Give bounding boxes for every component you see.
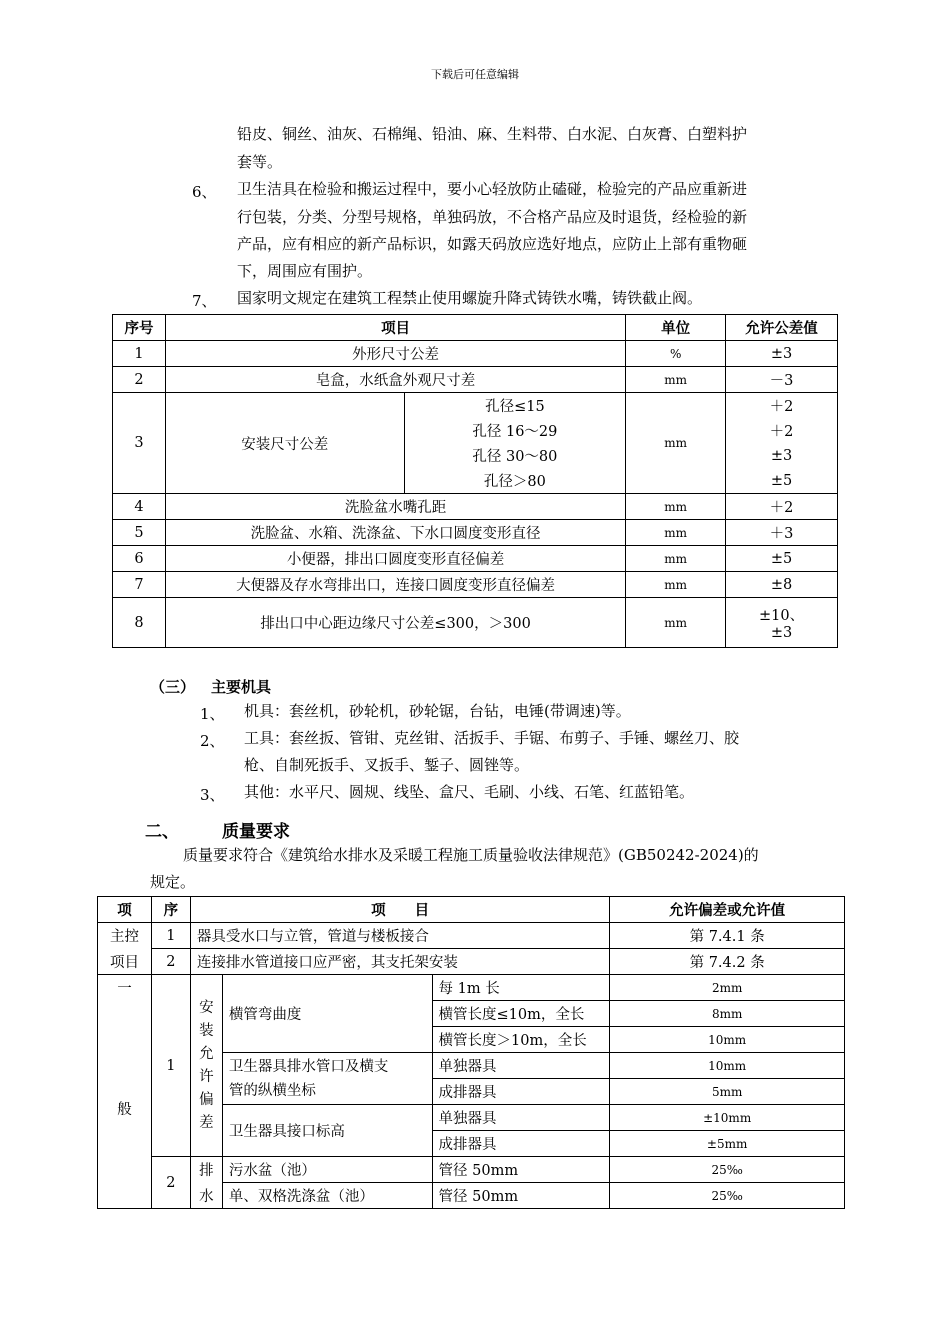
- row-value: ＋2: [726, 393, 838, 419]
- row-value: ±10mm: [610, 1105, 845, 1131]
- tools-item1-number: 1、: [200, 705, 225, 723]
- row-value: ±5mm: [610, 1131, 845, 1157]
- row-seq: 2: [151, 949, 190, 975]
- row-value: ±8: [726, 572, 838, 598]
- section3-title: 主要机具: [211, 678, 272, 696]
- section2-number: 二、: [145, 822, 179, 842]
- quality-table: [97, 896, 845, 1209]
- row-condition: 每 1m 长: [432, 975, 610, 1001]
- row-item: 单、双格洗涤盆（池）: [222, 1183, 432, 1209]
- row-item: 连接排水管道接口应严密，其支托架安装: [190, 949, 609, 975]
- row-value: 第 7.4.1 条: [610, 923, 845, 949]
- header-item: 项 目: [190, 897, 609, 923]
- item6-line-4: 下，周围应有围护。: [237, 262, 373, 280]
- row-value: ±5: [726, 468, 838, 494]
- row-condition: 单独器具: [432, 1053, 610, 1079]
- row-subitem: 孔径≤15: [404, 393, 626, 419]
- tools-item3-number: 3、: [200, 786, 225, 804]
- tools-item2-line-2: 枪、自制死扳手、叉扳手、錾子、圆锉等。: [244, 756, 530, 774]
- row-item: 洗脸盆、水箱、洗涤盆、下水口圆度变形直径: [165, 520, 625, 546]
- row-item: 器具受水口与立管，管道与楼板接合: [190, 923, 609, 949]
- row-no: 7: [113, 572, 166, 598]
- row-value: ±3: [726, 341, 838, 367]
- row-condition: 成排器具: [432, 1131, 610, 1157]
- row-value: －3: [726, 367, 838, 393]
- item6-number: 6、: [192, 183, 217, 201]
- intro-line-2: 套等。: [237, 153, 283, 171]
- quality-paragraph-line-2: 规定。: [150, 873, 196, 891]
- elevation-item: 卫生器具接口标高: [222, 1105, 432, 1157]
- main-control-label-1: 主控: [98, 923, 152, 949]
- row-item: 安装尺寸公差: [165, 393, 404, 494]
- table-row: [113, 367, 838, 393]
- table-row: [98, 923, 845, 949]
- row-unit: mm: [626, 494, 726, 520]
- tolerance-table: [112, 314, 838, 648]
- header-unit: 单位: [626, 315, 726, 341]
- row-value: 10mm: [610, 1053, 845, 1079]
- vchar: 偏: [199, 1091, 214, 1108]
- tools-item2-line-1: 工具：套丝扳、管钳、克丝钳、活扳手、手锯、布剪子、手锤、螺丝刀、胶: [244, 729, 740, 747]
- row-value: 2mm: [610, 975, 845, 1001]
- header-allowance: 允许偏差或允许值: [610, 897, 845, 923]
- header-item: 项目: [165, 315, 625, 341]
- vchar: 许: [199, 1068, 214, 1085]
- drain-label-2: 水: [190, 1183, 222, 1209]
- row-no: 4: [113, 494, 166, 520]
- row-seq: 2: [151, 1157, 190, 1209]
- table-row: [98, 949, 845, 975]
- item6-line-3: 产品，应有相应的新产品标识，如露天码放应选好地点，应防止上部有重物砸: [237, 235, 748, 253]
- table-row: [113, 494, 838, 520]
- item7-number: 7、: [192, 292, 217, 310]
- row-value: 25‰: [610, 1157, 845, 1183]
- header-tolerance: 允许公差值: [726, 315, 838, 341]
- vchar: 安: [199, 999, 214, 1016]
- item6-line-1: 卫生洁具在检验和搬运过程中，要小心轻放防止磕碰，检验完的产品应重新进: [237, 180, 748, 198]
- intro-line-1: 铅皮、铜丝、油灰、石棉绳、铅油、麻、生料带、白水泥、白灰膏、白塑料护: [237, 125, 748, 143]
- row-unit: mm: [626, 367, 726, 393]
- general-label-1: 一: [117, 981, 132, 997]
- row-item: 小便器，排出口圆度变形直径偏差: [165, 546, 625, 572]
- row-condition: 单独器具: [432, 1105, 610, 1131]
- table-row: [98, 1157, 845, 1183]
- quality-paragraph-line-1: 质量要求符合《建筑给水排水及采暖工程施工质量验收法律规范》(GB50242-2024)的: [183, 846, 759, 864]
- row-no: 8: [113, 598, 166, 648]
- row-value: ±5: [726, 546, 838, 572]
- item6-line-2: 行包装，分类、分型号规格，单独码放，不合格产品应及时退货，经检验的新: [237, 208, 748, 226]
- table-row: [98, 975, 845, 1001]
- tools-item1: 机具：套丝机，砂轮机，砂轮锯，台钻，电锤(带调速)等。: [244, 702, 631, 720]
- row-no: 2: [113, 367, 166, 393]
- row-unit: mm: [626, 598, 726, 648]
- item7-text: 国家明文规定在建筑工程禁止使用螺旋升降式铸铁水嘴，铸铁截止阀。: [237, 289, 703, 307]
- bend-item: 横管弯曲度: [222, 975, 432, 1053]
- header-no: 序号: [113, 315, 166, 341]
- row-value: ＋3: [726, 520, 838, 546]
- row-item: 污水盆（池）: [222, 1157, 432, 1183]
- row-item: 皂盒，水纸盒外观尺寸差: [165, 367, 625, 393]
- table-row: [113, 572, 838, 598]
- row-value: 第 7.4.2 条: [610, 949, 845, 975]
- row-value: ＋2: [726, 494, 838, 520]
- table-header-row: [113, 315, 838, 341]
- header-seq: 序: [151, 897, 190, 923]
- row-item: 外形尺寸公差: [165, 341, 625, 367]
- row-subitem: 孔径 30～80: [404, 443, 626, 468]
- row-subitem: 孔径 16～29: [404, 418, 626, 443]
- table-row: [113, 520, 838, 546]
- row-unit: %: [626, 341, 726, 367]
- row-no: 3: [113, 393, 166, 494]
- table-row: [98, 1183, 845, 1209]
- tools-item2-number: 2、: [200, 732, 225, 750]
- row-condition: 成排器具: [432, 1079, 610, 1105]
- row-no: 1: [113, 341, 166, 367]
- coord-item-line-2: 管的纵横坐标: [228, 1082, 316, 1099]
- vchar: 装: [199, 1022, 214, 1039]
- row-item: 排出口中心距边缘尺寸公差≤300，＞300: [165, 598, 625, 648]
- row-condition: 横管长度＞10m，全长: [432, 1027, 610, 1053]
- table-row: [113, 393, 838, 419]
- row-value: 5mm: [610, 1079, 845, 1105]
- row-unit: mm: [626, 546, 726, 572]
- row-item: 大便器及存水弯排出口，连接口圆度变形直径偏差: [165, 572, 625, 598]
- row-seq: 1: [151, 975, 190, 1157]
- row-no: 6: [113, 546, 166, 572]
- main-control-label-2: 项目: [98, 949, 152, 975]
- vchar: 差: [199, 1114, 214, 1131]
- row-seq: 1: [151, 923, 190, 949]
- table-row: [113, 341, 838, 367]
- table-header-row: [98, 897, 845, 923]
- section3-number: （三）: [150, 678, 196, 696]
- drain-label-1: 排: [190, 1157, 222, 1183]
- page-header: 下载后可任意编辑: [431, 68, 519, 81]
- header-category: 项: [98, 897, 152, 923]
- coord-item-line-1: 卫生器具排水管口及横支: [228, 1058, 389, 1075]
- coord-item: [222, 1053, 432, 1105]
- row-value: 8mm: [610, 1001, 845, 1027]
- row-condition: 管径 50mm: [432, 1183, 610, 1209]
- table-row: [113, 546, 838, 572]
- row-value: 10mm: [610, 1027, 845, 1053]
- row-value: 25‰: [610, 1183, 845, 1209]
- row-value: [726, 598, 838, 648]
- vchar: 允: [199, 1045, 214, 1062]
- row-value: ＋2: [726, 418, 838, 443]
- row-subitem: 孔径＞80: [404, 468, 626, 494]
- row-unit: mm: [626, 572, 726, 598]
- row-condition: 管径 50mm: [432, 1157, 610, 1183]
- general-label-2: 般: [117, 1102, 132, 1118]
- row-value-line-1: ±10、: [758, 608, 805, 624]
- tools-item3: 其他：水平尺、圆规、线坠、盒尺、毛刷、小线、石笔、红蓝铅笔。: [244, 783, 695, 801]
- install-tolerance-label: [190, 975, 222, 1157]
- row-unit: mm: [626, 393, 726, 494]
- row-value: ±3: [726, 443, 838, 468]
- section2-title: 质量要求: [222, 822, 290, 842]
- row-unit: mm: [626, 520, 726, 546]
- row-no: 5: [113, 520, 166, 546]
- table-row: [113, 598, 838, 648]
- row-value-line-2: ±3: [770, 625, 793, 641]
- row-condition: 横管长度≤10m，全长: [432, 1001, 610, 1027]
- general-label: [98, 975, 152, 1209]
- row-item: 洗脸盆水嘴孔距: [165, 494, 625, 520]
